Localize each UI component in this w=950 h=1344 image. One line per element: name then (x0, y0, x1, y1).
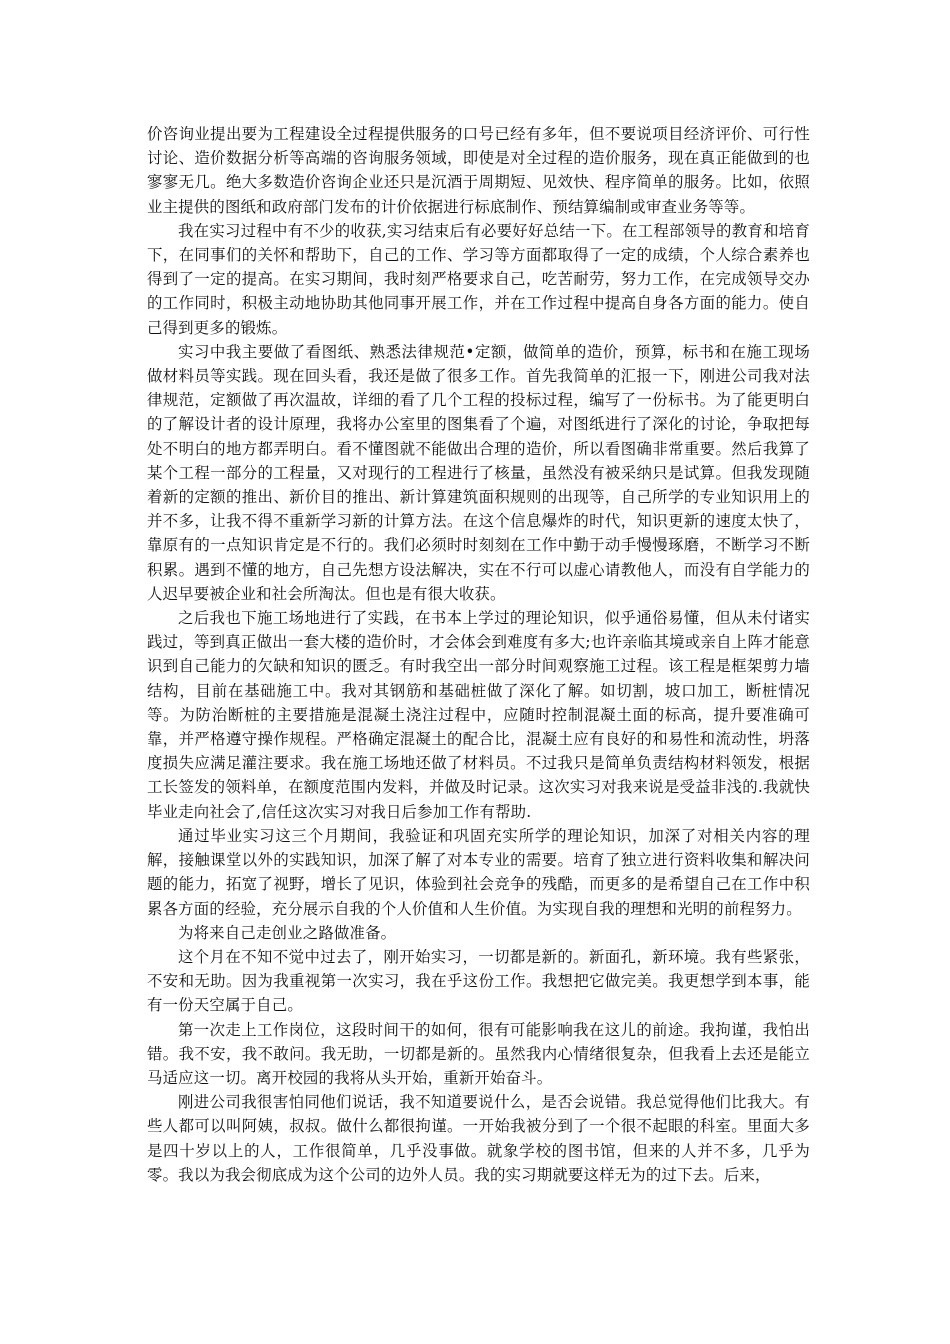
paragraph-2: 我在实习过程中有不少的收获,实习结束后有必要好好总结一下。在工程部领导的教育和培育下，在同事们的关怀和帮助下，自己的工作、学习等方面都取得了一定的成绩，个人综合素养也得到了一定的提高。在实习期间，我时刻严格要求自己，吃苦耐劳，努力工作，在完成领导交办的工作同时，积极主动地协助其他同事开展工作，并在工作过程中提高自身各方面的能力。使自己得到更多的锻炼。 (147, 221, 810, 337)
paragraph-9: 刚进公司我很害怕同他们说话，我不知道要说什么，是否会说错。我总觉得他们比我大。有些人都可以叫阿姨，叔叔。做什么都很拘谨。一开始我被分到了一个很不起眼的科室。里面大多是四十岁以上的人，工作很简单，几乎没事做。就象学校的图书馆，但来的人并不多，几乎为零。我以为我会彻底成为这个公司的边外人员。我的实习期就要这样无为的过下去。后来， (147, 1093, 810, 1184)
paragraph-7: 这个月在不知不觉中过去了，刚开始实习，一切都是新的。新面孔，新环境。我有些紧张，不安和无助。因为我重视第一次实习，我在乎这份工作。我想把它做完美。我更想学到本事，能有一份天空属于自己。 (147, 947, 810, 1015)
paragraph-4: 之后我也下施工场地进行了实践，在书本上学过的理论知识，似乎通俗易懂，但从未付诸实践过，等到真正做出一套大楼的造价时，才会体会到难度有多大;也许亲临其境或亲自上阵才能意识到自己能力的欠缺和知识的匮乏。有时我空出一部分时间观察施工过程。该工程是框架剪力墙结构，目前在基础施工中。我对其钢筋和基础桩做了深化了解。如切割，坡口加工，断桩情况等。为防治断桩的主要措施是混凝土浇注过程中，应随时控制混凝土面的标高，提升要准确可靠，并严格遵守操作规程。严格确定混凝土的配合比，混凝土应有良好的和易性和流动性，坍落度损失应满足灌注要求。我在施工场地还做了材料员。不过我只是简单负责结构材料领发，根据工长签发的领料单，在额度范围内发料，并做及时记录。这次实习对我来说是受益非浅的.我就快毕业走向社会了,信任这次实习对我日后参加工作有帮助. (147, 609, 810, 821)
paragraph-5: 通过毕业实习这三个月期间，我验证和巩固充实所学的理论知识，加深了对相关内容的理解，接触课堂以外的实践知识，加深了解了对本专业的需要。培育了独立进行资料收集和解决问题的能力，拓宽了视野，增长了见识，体验到社会竞争的残酷，而更多的是希望自己在工作中积累各方面的经验，充分展示自我的个人价值和人生价值。为实现自我的理想和光明的前程努力。 (147, 826, 810, 918)
paragraph-6: 为将来自己走创业之路做准备。 (178, 923, 397, 942)
document-body (147, 122, 810, 1187)
paragraph-1: 价咨询业提出要为工程建设全过程提供服务的口号已经有多年，但不要说项目经济评价、可行性讨论、造价数据分析等高端的咨询服务领域，即使是对全过程的造价服务，现在真正能做到的也寥寥无几。绝大多数造价咨询企业还只是沉酒于周期短、见效快、程序简单的服务。比如，依照业主提供的图纸和政府部门发布的计价依据进行标底制作、预结算编制或审查业务等等。 (147, 125, 810, 216)
paragraph-3: 实习中我主要做了看图纸、熟悉法律规范•定额，做简单的造价，预算，标书和在施工现场做材料员等实践。现在回头看，我还是做了很多工作。首先我简单的汇报一下，刚进公司我对法律规范，定额做了再次温故，详细的看了几个工程的投标过程，编写了一份标书。为了能更明白的了解设计者的设计原理，我将办公室里的图集看了个遍，对图纸进行了深化的讨论，争取把每处不明白的地方都弄明白。看不懂图就不能做出合理的造价，所以看图确非常重要。然后我算了某个工程一部分的工程量，又对现行的工程进行了核量，虽然没有被采纳只是试算。但我发现随着新的定额的推出、新价目的推出、新计算建筑面积规则的出现等，自己所学的专业知识用上的并不多，让我不得不重新学习新的计算方法。在这个信息爆炸的时代，知识更新的速度太快了，靠原有的一点知识肯定是不行的。我们必须时时刻刻在工作中勤于动手慢慢琢磨，不断学习不断积累。遇到不懂的地方，自己先想方设法解决，实在不行可以虚心请教他人，而没有自学能力的人迟早要被企业和社会所淘汰。但也是有很大收获。 (147, 342, 810, 603)
paragraph-8: 第一次走上工作岗位，这段时间干的如何，很有可能影响我在这儿的前途。我拘谨，我怕出错。我不安，我不敢问。我无助，一切都是新的。虽然我内心情绪很复杂，但我看上去还是能立马适应这一切。离开校园的我将从头开始，重新开始奋斗。 (147, 1020, 810, 1087)
